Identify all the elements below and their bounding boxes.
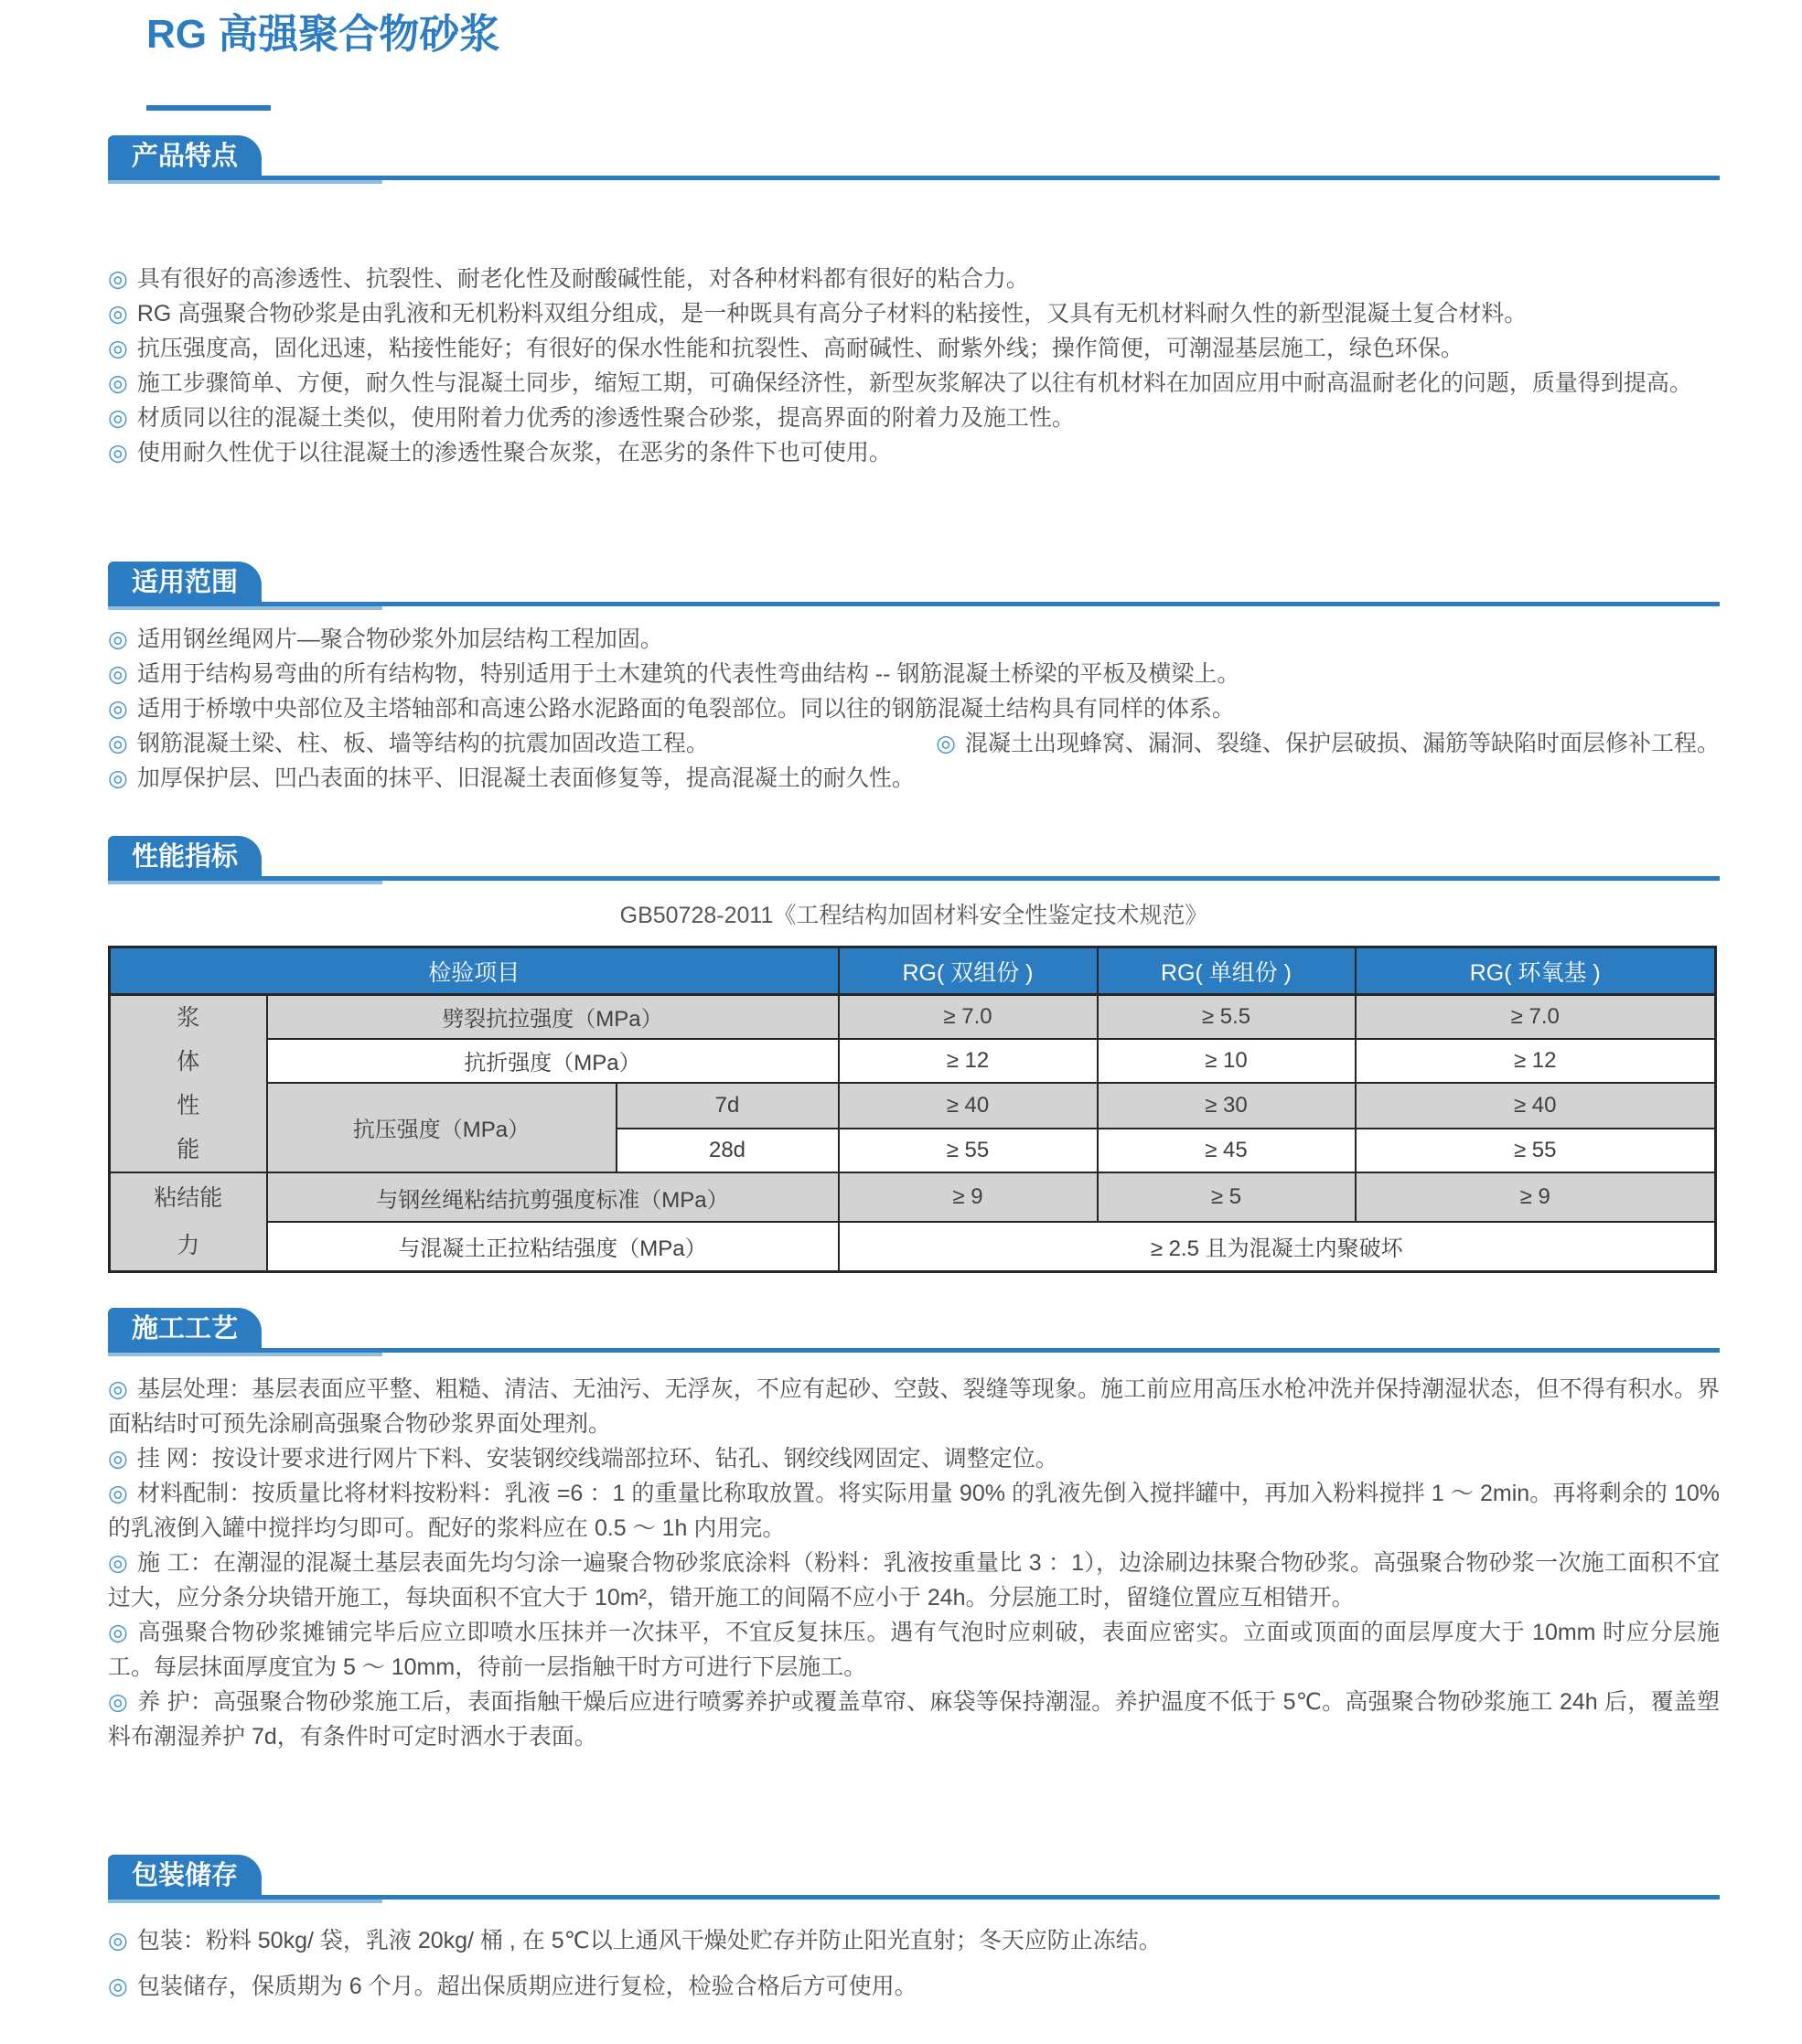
section-heading-text: 包装储存 [132, 1860, 239, 1890]
construction-list [108, 1372, 1720, 1754]
list-item-text: 施 工：在潮湿的混凝土基层表面先均匀涂一遍聚合物砂浆底涂料（粉料：乳液按重量比 3 ：1），边涂刷边抹聚合物砂浆。高强聚合物砂浆一次施工面积不宜过大，应分条分块错开施工，每块面积不宜大于 10m²，错开施工的间隔不应小于 24h。分层施工时，留缝位置应互相错开。 [108, 1549, 1720, 1611]
bullet-icon: ◎ [108, 405, 128, 431]
cell-value: ≥ 45 [1098, 1129, 1356, 1172]
list-item-text: RG 高强聚合物砂浆是由乳液和无机粉料双组分组成，是一种既具有高分子材料的粘接性，又具有无机材料耐久性的新型混凝土复合材料。 [136, 301, 1528, 326]
list-item-text: 钢筋混凝土梁、柱、板、墙等结构的抗震加固改造工程。 [136, 731, 709, 756]
group-label-bond [110, 1172, 267, 1271]
col-header-rg1: RG( 单组份 ) [1098, 947, 1356, 995]
list-item-text: 养 护：高强聚合物砂浆施工后，表面指触干燥后应进行喷雾养护或覆盖草帘、麻袋等保持潮湿。养护温度不低于 5℃。高强聚合物砂浆施工 24h 后，覆盖塑料布潮湿养护 7d，有条件时可定时洒水于表面。 [108, 1688, 1720, 1750]
cell-item: 与钢丝绳粘结抗剪强度标准（MPa） [267, 1172, 839, 1222]
cell-value: ≥ 9 [839, 1172, 1098, 1222]
cell-sub: 7d [617, 1083, 839, 1129]
list-item-text: 包装储存，保质期为 6 个月。超出保质期应进行复检，检验合格后方可使用。 [136, 1973, 917, 1999]
bullet-icon: ◎ [108, 1549, 129, 1576]
section-rule-light [108, 1353, 382, 1356]
cell-item: 劈裂抗拉强度（MPa） [267, 995, 839, 1039]
bullet-icon: ◎ [108, 440, 128, 466]
document-page [0, 13, 1802, 2004]
cell-value: ≥ 12 [839, 1039, 1098, 1083]
bullet-icon: ◎ [108, 1927, 128, 1953]
section-header-packaging [108, 1855, 1720, 1900]
section-header-scope [108, 562, 1720, 607]
bullet-icon: ◎ [108, 1619, 129, 1645]
list-item [108, 691, 1720, 726]
section-tab-performance [108, 836, 262, 878]
table-header-row [110, 947, 1716, 995]
title-underline [146, 105, 271, 111]
list-item-text: 基层处理：基层表面应平整、粗糙、清洁、无油污、无浮灰，不应有起砂、空鼓、裂缝等现象。施工前应用高压水枪冲洗并保持潮湿状态，但不得有积水。界面粘结时可预先涂刷高强聚合物砂浆界面处理剂。 [108, 1375, 1720, 1437]
list-item [108, 657, 1720, 691]
list-item [108, 262, 1720, 296]
list-item-text: 适用钢丝绳网片—聚合物砂浆外加层结构工程加固。 [136, 626, 663, 652]
cell-value: ≥ 7.0 [839, 995, 1098, 1039]
col-header-rg2: RG( 双组份 ) [839, 947, 1098, 995]
section-header-features [108, 135, 1720, 181]
list-item [108, 366, 1720, 401]
section-tab-packaging [108, 1855, 262, 1897]
cell-value: ≥ 30 [1098, 1083, 1356, 1129]
cell-item-compressive: 抗压强度（MPa） [267, 1083, 617, 1173]
cell-value: ≥ 12 [1356, 1039, 1716, 1083]
performance-table [108, 946, 1717, 1273]
group-label-slurry [110, 995, 267, 1173]
cell-value: ≥ 55 [1356, 1129, 1716, 1172]
list-item [108, 1923, 1720, 1958]
cell-item: 与混凝土正拉粘结强度（MPa） [267, 1222, 839, 1271]
bullet-icon: ◎ [108, 696, 128, 722]
list-item-text: 混凝土出现蜂窝、漏洞、裂缝、保护层破损、漏筋等缺陷时面层修补工程。 [964, 731, 1720, 756]
col-header-item: 检验项目 [110, 947, 839, 995]
list-item [108, 435, 1720, 470]
col-header-rge: RG( 环氧基 ) [1356, 947, 1716, 995]
cell-value: ≥ 7.0 [1356, 995, 1716, 1039]
section-rule-light [108, 1900, 382, 1903]
section-heading-text: 性能指标 [132, 842, 239, 872]
table-row [110, 1222, 1716, 1271]
scope-list [108, 622, 1720, 796]
bullet-icon: ◎ [108, 626, 128, 652]
cell-value: ≥ 40 [839, 1083, 1098, 1129]
table-row [110, 995, 1716, 1039]
cell-value: ≥ 55 [839, 1129, 1098, 1172]
bullet-icon: ◎ [108, 336, 128, 361]
page-title: RG 高强聚合物砂浆 [146, 12, 500, 57]
list-item-text: 适用于桥墩中央部位及主塔轴部和高速公路水泥路面的龟裂部位。同以往的钢筋混凝土结构具有同样的体系。 [136, 696, 1235, 722]
cell-value: ≥ 5 [1098, 1172, 1356, 1222]
cell-item: 抗折强度（MPa） [267, 1039, 839, 1083]
table-row [110, 1172, 1716, 1222]
list-item [108, 726, 709, 761]
bullet-icon: ◎ [108, 731, 128, 756]
section-tab-scope [108, 562, 262, 604]
list-item-text: 材料配制：按质量比将材料按粉料：乳液 =6 ：1 的重量比称取放置。将实际用量 90% 的乳液先倒入搅拌罐中，再加入粉料搅拌 1 ～ 2min。再将剩余的 10% 的乳液倒入罐中搅拌均匀即可。配好的浆料应在 0.5 ～ 1h 内用完。 [108, 1480, 1720, 1541]
bullet-icon: ◎ [108, 661, 128, 687]
section-rule-light [108, 606, 382, 610]
list-item [108, 1685, 1720, 1754]
list-item [108, 1615, 1720, 1685]
cell-value: ≥ 9 [1356, 1172, 1716, 1222]
list-item-text: 包装：粉料 50kg/ 袋，乳液 20kg/ 桶 , 在 5℃以上通风干燥处贮存并防止阳光直射；冬天应防止冻结。 [136, 1927, 1162, 1953]
table-caption: GB50728-2011《工程结构加固材料安全性鉴定技术规范》 [619, 903, 1208, 928]
section-rule-light [108, 180, 382, 184]
list-item [936, 726, 1720, 761]
bullet-icon: ◎ [108, 1973, 128, 1999]
table-row [110, 1039, 1716, 1083]
section-header-construction [108, 1308, 1720, 1354]
bullet-icon: ◎ [108, 301, 128, 326]
bullet-icon: ◎ [108, 1375, 128, 1402]
group-label-text: 浆体性能 [177, 1005, 200, 1162]
section-rule-light [108, 881, 382, 884]
list-item-text: 施工步骤简单、方便，耐久性与混凝土同步，缩短工期，可确保经济性，新型灰浆解决了以往有机材料在加固应用中耐高温耐老化的问题，质量得到提高。 [136, 370, 1692, 396]
list-item-text: 高强聚合物砂浆摊铺完毕后应立即喷水压抹并一次抹平，不宜反复抹压。遇有气泡时应刺破，表面应密实。立面或顶面的面层厚度大于 10mm 时应分层施工。每层抹面厚度宜为 5 ～ 10mm，待前一层指触干时方可进行下层施工。 [108, 1619, 1720, 1680]
bullet-icon: ◎ [108, 266, 128, 292]
bullet-icon: ◎ [936, 731, 956, 756]
list-item-text: 材质同以往的混凝土类似，使用附着力优秀的渗透性聚合砂浆，提高界面的附着力及施工性。 [136, 405, 1075, 431]
bullet-icon: ◎ [108, 1688, 129, 1715]
cell-value: ≥ 5.5 [1098, 995, 1356, 1039]
cell-value: ≥ 40 [1356, 1083, 1716, 1129]
list-item-text: 挂 网：按设计要求进行网片下料、安装钢绞线端部拉环、钻孔、钢绞线网固定、调整定位。 [136, 1445, 1058, 1471]
list-item [108, 331, 1720, 366]
list-item [108, 1441, 1720, 1476]
bullet-icon: ◎ [108, 1445, 128, 1471]
cell-merged-value: ≥ 2.5 且为混凝土内聚破坏 [839, 1222, 1716, 1271]
section-heading-text: 适用范围 [132, 568, 239, 597]
list-item-text: 适用于结构易弯曲的所有结构物，特别适用于土木建筑的代表性弯曲结构 -- 钢筋混凝土桥梁的平板及横梁上。 [136, 661, 1240, 687]
section-header-performance [108, 836, 1720, 882]
group-label-text: 粘结能力 [154, 1184, 223, 1258]
section-tab-construction [108, 1308, 262, 1350]
list-item [108, 761, 1720, 796]
bullet-icon: ◎ [108, 1480, 128, 1506]
packaging-list [108, 1923, 1720, 2004]
section-heading-text: 施工工艺 [132, 1313, 239, 1343]
list-item [108, 1476, 1720, 1546]
section-heading-text: 产品特点 [132, 142, 239, 171]
list-item-text: 使用耐久性优于以往混凝土的渗透性聚合灰浆，在恶劣的条件下也可使用。 [136, 440, 892, 466]
list-item-text: 加厚保护层、凹凸表面的抹平、旧混凝土表面修复等，提高混凝土的耐久性。 [136, 765, 915, 791]
list-item [108, 1372, 1720, 1441]
list-item [108, 401, 1720, 435]
section-tab-features [108, 135, 262, 177]
table-row [110, 1083, 1716, 1129]
features-list [108, 262, 1720, 470]
list-item [108, 296, 1720, 331]
bullet-icon: ◎ [108, 370, 128, 396]
cell-sub: 28d [617, 1129, 839, 1172]
list-item-text: 抗压强度高，固化迅速，粘接性能好；有很好的保水性能和抗裂性、高耐碱性、耐紫外线；操作简便，可潮湿基层施工，绿色环保。 [136, 336, 1464, 361]
list-item-text: 具有很好的高渗透性、抗裂性、耐老化性及耐酸碱性能，对各种材料都有很好的粘合力。 [136, 266, 1029, 292]
list-item [108, 1969, 1720, 2004]
list-item-double [108, 726, 1720, 761]
cell-value: ≥ 10 [1098, 1039, 1356, 1083]
list-item [108, 1546, 1720, 1615]
list-item [108, 622, 1720, 657]
bullet-icon: ◎ [108, 765, 128, 791]
